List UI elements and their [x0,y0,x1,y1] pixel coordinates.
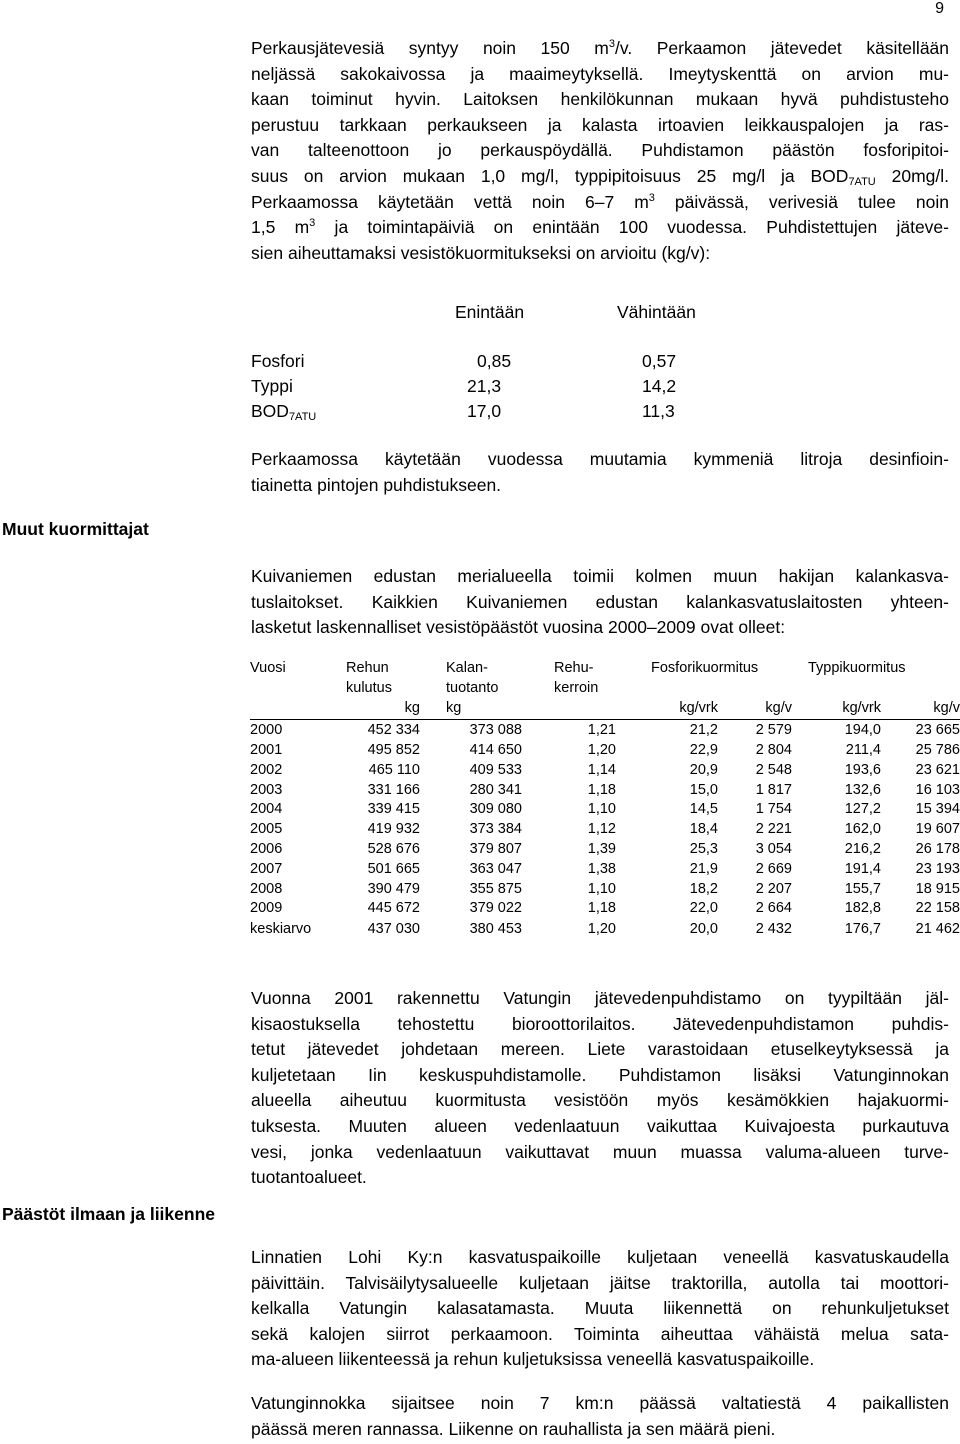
vatunki-line: kuljetetaan Iin keskuspuhdistamolle. Puhdistamon lisäksi Vatunginnokan [251,1064,949,1085]
value-cell: 2 669 [755,860,792,877]
emission-name: Fosfori [251,351,305,371]
value-cell: 21,9 [689,860,718,877]
intro-line: perustuu tarkkaan perkaukseen ja kalasta irtoavien leikkauspalojen ja ras- [251,114,949,135]
year-cell: 2004 [250,801,283,818]
other-line: tuslaitokset. Kaikkien Kuivaniemen edustan kalankasvatuslaitosten yhteen- [251,591,949,612]
value-cell: 1,10 [587,880,616,897]
location-paragraph [251,1391,949,1442]
value-cell: 379 022 [469,900,522,917]
value-cell: 465 110 [368,761,420,778]
value-cell: 194,0 [844,722,881,739]
value-cell: 21 462 [915,921,960,938]
fish-table-body [250,720,960,940]
year-cell: 2008 [250,880,283,897]
disinfect-line: tiainetta pintojen puhdistukseen. [251,474,502,495]
table-row [250,879,960,899]
value-cell: 15 394 [915,801,960,818]
value-cell: 2 664 [755,900,792,917]
value-cell: 216,2 [844,841,881,858]
unit-kg-vrk: kg/vrk [616,700,718,720]
value-cell: 2 207 [755,880,792,897]
table-row [250,780,960,800]
fish-load-table [250,660,960,940]
intro-line: 1,5 $m^3$ ja toimintapäiviä on enintään 100 vuodessa. Puhdistettujen jäteve- [251,217,949,238]
value-cell: 331 166 [367,781,420,798]
value-cell: 132,6 [844,781,881,798]
value-cell: 22,9 [689,742,718,759]
value-cell: 182,8 [844,900,881,917]
value-cell: 25,3 [689,841,718,858]
traffic-line: Linnatien Lohi Ky:n kasvatuspaikoille kuljetaan veneellä kasvatuskaudella [251,1247,949,1267]
header-rehuk-2: kerroin [554,679,599,696]
value-cell: 390 479 [367,880,420,897]
year-cell: 2001 [250,742,283,759]
value-cell: 2 432 [755,921,792,938]
traffic-paragraph [251,1245,949,1373]
vatunki-line: tetut jätevedet johdetaan mereen. Liete varastoidaan etuselkeytyksessä ja [251,1039,949,1060]
traffic-line: päivittäin. Talvisäilytysalueelle kuljetaan jäitse traktorilla, autolla tai moottori- [251,1272,949,1293]
value-cell: 414 650 [469,742,522,759]
emission-name: $BOD_{7ATU}$ [251,401,317,423]
emission-max: 21,3 [467,376,502,396]
value-cell: 23 193 [915,860,960,877]
other-line: Kuivaniemen edustan merialueella toimii kolmen muun hakijan kalankasva- [251,566,949,586]
value-cell: 355 875 [469,880,522,897]
value-cell: 1,18 [587,900,616,917]
average-row [250,918,960,940]
intro-line: kaan toiminut hyvin. Laitoksen henkilökunnan mukaan hyvä puhdistusteho [251,89,949,110]
header-kalan: Kalan- [446,660,488,676]
header-rehun-unit: kg [334,700,420,720]
value-cell: 2 548 [755,761,792,778]
value-cell: 127,2 [844,801,881,818]
intro-line: van talteenottoon jo perkauspöydällä. Puhdistamon päästön fosforipitoi- [251,140,949,161]
vatunki-line: kisaostuksella tehostettu bioroottorilaitos. Jätevedenpuhdistamon puhdis- [251,1013,949,1034]
col-max-header: Enintään [455,302,525,322]
table-row [250,740,960,760]
year-cell: keskiarvo [250,921,312,938]
vatunki-line: Vuonna 2001 rakennettu Vatungin jätevedenpuhdistamo on tyypiltään jäl- [251,988,949,1008]
value-cell: 1,10 [587,801,616,818]
value-cell: 20,0 [689,921,718,938]
value-cell: 379 807 [469,841,522,858]
emission-max: 17,0 [467,401,502,421]
intro-line: Perkaamossa käytetään vettä noin 6–7 $m^3$ päivässä, verivesiä tulee noin [251,191,949,212]
value-cell: 14,5 [689,801,718,818]
table-row [250,819,960,839]
header-kalan-2: tuotanto [446,679,499,696]
table-row [250,899,960,919]
value-cell: 19 607 [915,821,960,838]
disinfect-paragraph [251,447,949,498]
value-cell: 18,2 [689,880,718,897]
header-vuosi: Vuosi [250,660,286,676]
traffic-line: ma-alueen liikenteessä ja rehun kuljetuksissa veneellä kasvatuspaikoille. [251,1349,815,1370]
value-cell: 501 665 [367,860,420,877]
year-cell: 2007 [250,860,283,877]
vatunki-line: tuotantoalueet. [251,1167,367,1188]
header-rehun: Rehun [346,660,389,676]
value-cell: 22,0 [689,900,718,917]
value-cell: 23 621 [915,761,960,778]
year-cell: 2002 [250,761,283,778]
value-cell: 1,20 [587,742,616,759]
value-cell: 21,2 [689,722,718,739]
value-cell: 1,39 [587,841,616,858]
vatunki-line: tuksesta. Muuten alueen vedenlaatuun vaikuttaa Kuivajoesta purkautuva [251,1115,949,1136]
value-cell: 339 415 [367,801,420,818]
section-heading-air-traffic: Päästöt ilmaan ja liikenne [2,1204,215,1224]
emission-min: 11,3 [642,401,675,421]
header-fosfori: Fosforikuormitus [651,660,759,676]
emission-min: 0,57 [642,351,677,371]
other-line: lasketut laskennalliset vesistöpäästöt vuosina 2000–2009 ovat olleet: [251,617,786,638]
value-cell: 1,38 [587,860,616,877]
unit-kg-vrk: kg/vrk [792,700,881,720]
col-min-header: Vähintään [617,302,696,322]
table-row [250,800,960,820]
value-cell: 373 384 [469,821,522,838]
emission-max: 0,85 [477,351,512,371]
vatunki-line: vesi, jonka vedenlaatuun vaikuttavat muun muassa valuma-alueen turve- [251,1141,949,1162]
location-line: Vatunginnokka sijaitsee noin 7 km:n päässä valtatiestä 4 paikallisten [251,1393,949,1413]
header-kalan-unit: kg [420,700,522,720]
traffic-line: sekä kalojen siirrot perkaamoon. Toiminta aiheuttaa vähäistä melua sata- [251,1323,949,1344]
value-cell: 18,4 [689,821,718,838]
value-cell: 3 054 [755,841,792,858]
value-cell: 1,14 [587,761,616,778]
value-cell: 23 665 [915,722,960,739]
value-cell: 309 080 [469,801,522,818]
value-cell: 26 178 [915,841,960,858]
value-cell: 445 672 [367,900,420,917]
value-cell: 1,20 [587,921,616,938]
year-cell: 2003 [250,781,283,798]
value-cell: 380 453 [469,921,522,938]
section-heading-other-loads: Muut kuormittajat [2,519,149,539]
year-cell: 2009 [250,900,283,917]
table-row [250,859,960,879]
value-cell: 280 341 [469,781,522,798]
other-farms-paragraph [251,564,949,641]
table-row [250,760,960,780]
value-cell: 1,12 [587,821,616,838]
value-cell: 191,4 [844,860,881,877]
value-cell: 1,18 [587,781,616,798]
value-cell: 22 158 [915,900,960,917]
header-rehuk: Rehu- [554,660,594,676]
header-rehun-2: kulutus [346,679,392,696]
year-cell: 2006 [250,841,283,858]
value-cell: 409 533 [469,761,522,778]
value-cell: 20,9 [689,761,718,778]
value-cell: 363 047 [469,860,522,877]
vatunki-line: alueella aiheutuu kuormitusta vesistöön myös kesämökkien hajakuormi- [251,1090,949,1111]
value-cell: 1 754 [755,801,792,818]
value-cell: 373 088 [469,722,522,739]
intro-paragraph [251,36,949,266]
table-row [250,839,960,859]
value-cell: 2 221 [755,821,792,838]
emission-min: 14,2 [642,376,677,396]
value-cell: 15,0 [689,781,718,798]
value-cell: 176,7 [844,921,881,938]
intro-line: neljässä sakokaivossa ja maaimeytyksellä. Imeytyskenttä on arvion mu- [251,63,949,84]
value-cell: 1 817 [755,781,792,798]
intro-line: sien aiheuttamaksi vesistökuormitukseksi on arvioitu (kg/v): [251,242,711,263]
year-cell: 2000 [250,722,283,739]
unit-kg-v: kg/v [718,700,792,720]
unit-kg-v: kg/v [881,700,960,720]
emission-name: Typpi [251,376,293,396]
value-cell: 452 334 [367,722,420,739]
page-number: 9 [935,0,944,17]
value-cell: 211,4 [845,742,881,759]
value-cell: 2 579 [755,722,792,739]
value-cell: 528 676 [367,841,420,858]
disinfect-line: Perkaamossa käytetään vuodessa muutamia kymmeniä litroja desinfioin- [251,449,949,469]
value-cell: 162,0 [844,821,881,838]
value-cell: 437 030 [367,921,420,938]
value-cell: 155,7 [844,880,881,897]
intro-line: Perkausjätevesiä syntyy noin 150 $m^3/v$. Perkaamon jätevedet käsitellään [251,38,950,58]
vatunki-paragraph [251,986,949,1191]
value-cell: 495 852 [367,742,420,759]
table-row [250,720,960,740]
value-cell: 16 103 [915,781,960,798]
value-cell: 419 932 [367,821,420,838]
header-typpi: Typpikuormitus [808,660,906,676]
location-line: päässä meren rannassa. Liikenne on rauhallista ja sen määrä pieni. [251,1418,776,1439]
intro-line: suus on arvion mukaan 1,0 mg/l, typpipitoisuus 25 mg/l ja $BOD_{7ATU}$ 20mg/l. [251,165,950,188]
value-cell: 1,21 [587,722,616,739]
traffic-line: kelkalla Vatungin kalasatamasta. Muuta liikennettä on rehunkuljetukset [251,1298,949,1319]
value-cell: 2 804 [755,742,792,759]
value-cell: 18 915 [915,880,960,897]
year-cell: 2005 [250,821,283,838]
value-cell: 193,6 [844,761,881,778]
value-cell: 25 786 [915,742,960,759]
